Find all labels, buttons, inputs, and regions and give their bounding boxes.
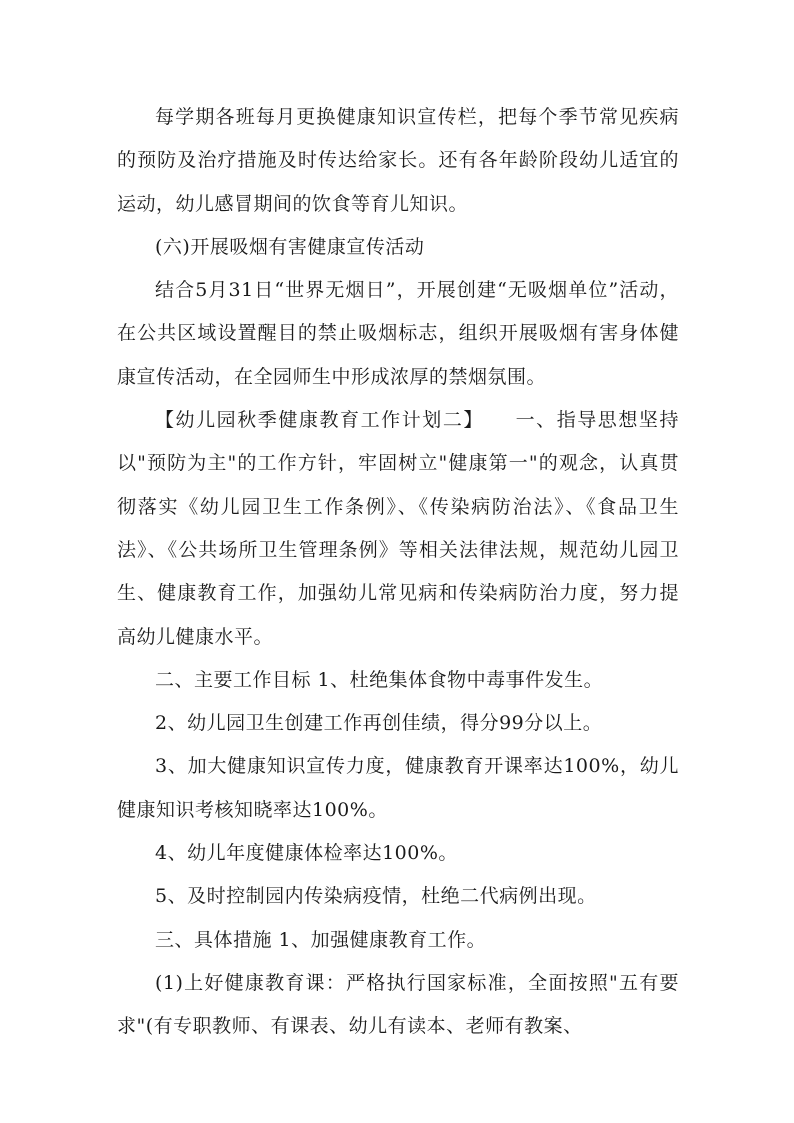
document-page xyxy=(117,96,679,1049)
paragraph-no-smoking-day: 结合5月31日“世界无烟日”，开展创建“无吸烟单位”活动，在公共区域设置醒目的禁止吸烟标志，组织开展吸烟有害身体健康宣传活动，在全园师生中形成浓厚的禁烟氛围。 xyxy=(117,279,679,388)
paragraph-goal-3: 3、加大健康知识宣传力度，健康教育开课率达100%，幼儿健康知识考核知晓率达100%。 xyxy=(117,755,679,821)
section-heading-anti-smoking: (六)开展吸烟有害健康宣传活动 xyxy=(155,235,425,258)
paragraph-goal-4: 4、幼儿年度健康体检率达100%。 xyxy=(155,842,458,865)
paragraph-specific-measures: 三、具体措施 1、加强健康教育工作。 xyxy=(155,928,487,951)
paragraph-main-goals: 二、主要工作目标 1、杜绝集体食物中毒事件发生。 xyxy=(155,668,604,691)
paragraph-goal-2: 2、幼儿园卫生创建工作再创佳绩，得分99分以上。 xyxy=(155,712,603,735)
paragraph-health-class: (1)上好健康教育课：严格执行国家标准，全面按照"五有要求"(有专职教师、有课表、幼儿有读本、老师有教案、 xyxy=(117,971,679,1038)
paragraph-health-bulletin: 每学期各班每月更换健康知识宣传栏，把每个季节常见疾病的预防及治疗措施及时传达给家长。还有各年龄阶段幼儿适宜的运动，幼儿感冒期间的饮食等育儿知识。 xyxy=(117,106,679,215)
paragraph-plan-two-guiding-ideology: 【幼儿园秋季健康教育工作计划二】 一、指导思想坚持以"预防为主"的工作方针，牢固树立"健康第一"的观念，认真贯彻落实《幼儿园卫生工作条例》、《传染病防治法》、《食品卫生法》、《公共场所卫生管理条例》等相关法律法规，规范幼儿园卫生、健康教育工作，加强幼儿常见病和传染病防治力度，努力提高幼儿健康水平。 xyxy=(117,409,679,648)
paragraph-goal-5: 5、及时控制园内传染病疫情，杜绝二代病例出现。 xyxy=(155,885,597,908)
